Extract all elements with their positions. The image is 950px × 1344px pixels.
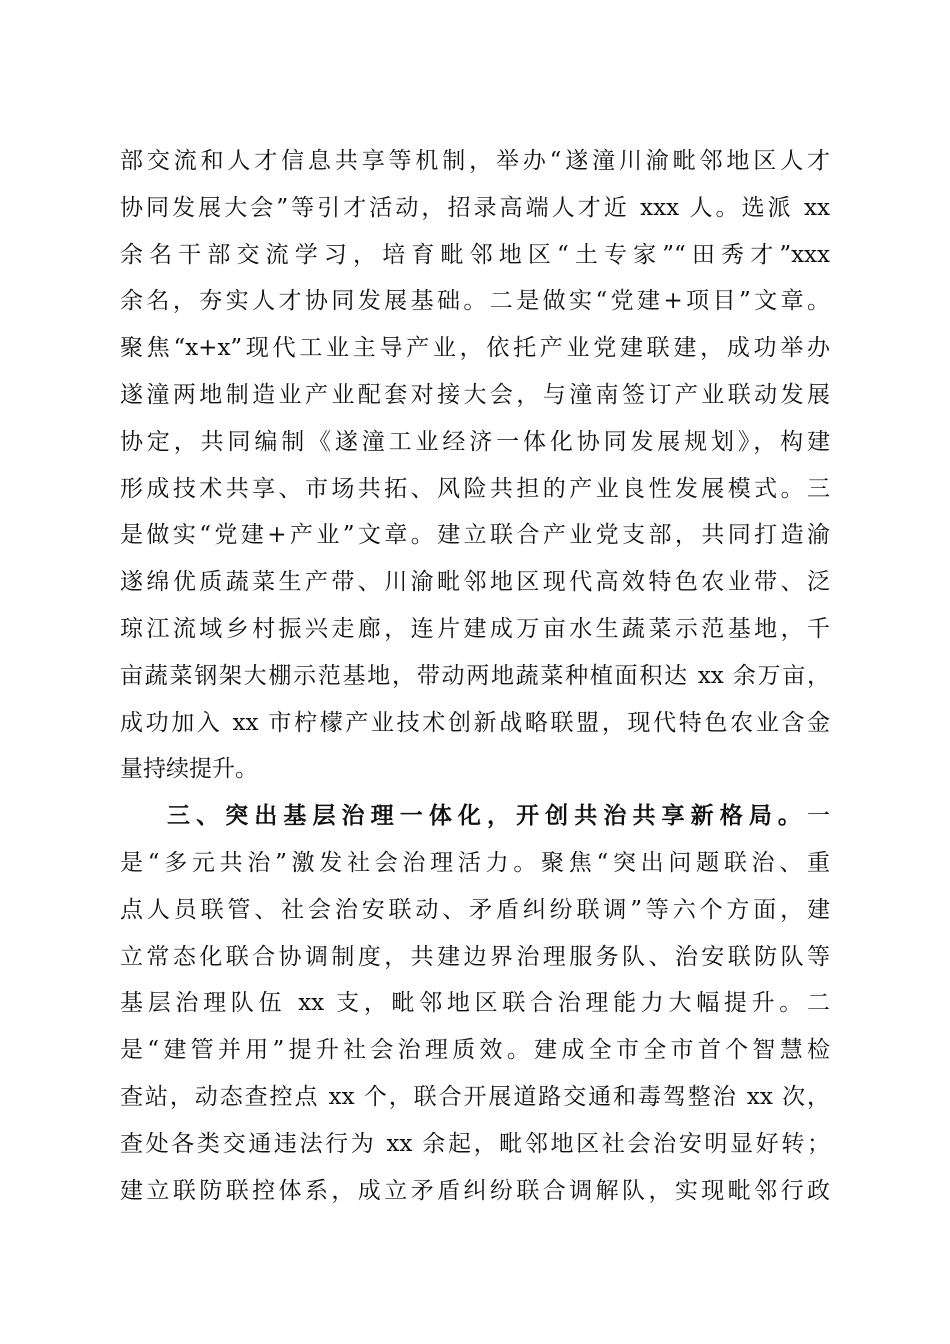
text-line: 是做实“党建+产业”文章。建立联合产业党支部，共同打造渝 (120, 522, 830, 549)
text-line: 点人员联管、社会治安联动、矛盾纠纷联调”等六个方面，建 (120, 896, 830, 923)
document-body (120, 138, 830, 1214)
text-line: 形成技术共享、市场共拓、风险共担的产业良性发展模式。三 (120, 475, 830, 502)
text-line: 立常态化联合协调制度，共建边界治理服务队、治安联防队等 (120, 943, 830, 970)
text-line: 余名干部交流学习，培育毗邻地区“土专家”“田秀才”xxx (120, 241, 830, 268)
text-line: 部交流和人才信息共享等机制，举办“遂潼川渝毗邻地区人才 (120, 148, 830, 174)
text-line: 查处各类交通违法行为 xx 余起，毗邻地区社会治安明显好转； (120, 1130, 830, 1157)
text-line: 聚焦“x+x”现代工业主导产业，依托产业党建联建，成功举办 (120, 335, 830, 362)
text-line: 成功加入 xx 市柠檬产业技术创新战略联盟，现代特色农业含金 (120, 709, 830, 736)
text-line: 遂绵优质蔬菜生产带、川渝毗邻地区现代高效特色农业带、泛 (120, 569, 830, 596)
text-line: 是“建管并用”提升社会治理质效。建成全市全市首个智慧检 (120, 1037, 830, 1064)
text-line: 协同发展大会”等引才活动，招录高端人才近 xxx 人。选派 xx (120, 194, 830, 221)
text-line: 量持续提升。 (120, 756, 258, 783)
text-line: 遂潼两地制造业产业配套对接大会，与潼南签订产业联动发展 (120, 381, 830, 408)
section-heading: 三、突出基层治理一体化，开创共治共享新格局。 (167, 802, 807, 830)
text-line: 协定，共同编制《遂潼工业经济一体化协同发展规划》，构建 (120, 428, 830, 455)
text-line: 基层治理队伍 xx 支，毗邻地区联合治理能力大幅提升。二 (120, 990, 830, 1017)
text-line: 琼江流域乡村振兴走廊，连片建成万亩水生蔬菜示范基地，千 (120, 615, 830, 642)
text-line-rest: 一 (807, 803, 830, 830)
text-line: 是“多元共治”激发社会治理活力。聚焦“突出问题联治、重 (120, 849, 830, 876)
section-heading-line (120, 793, 830, 840)
text-line: 建立联防联控体系，成立矛盾纠纷联合调解队，实现毗邻行政 (120, 1177, 830, 1204)
text-line: 查站，动态查控点 xx 个，联合开展道路交通和毒驾整治 xx 次， (120, 1083, 830, 1110)
text-line: 余名，夯实人才协同发展基础。二是做实“党建+项目”文章。 (120, 288, 830, 315)
text-line: 亩蔬菜钢架大棚示范基地，带动两地蔬菜种植面积达 xx 余万亩， (120, 662, 830, 689)
